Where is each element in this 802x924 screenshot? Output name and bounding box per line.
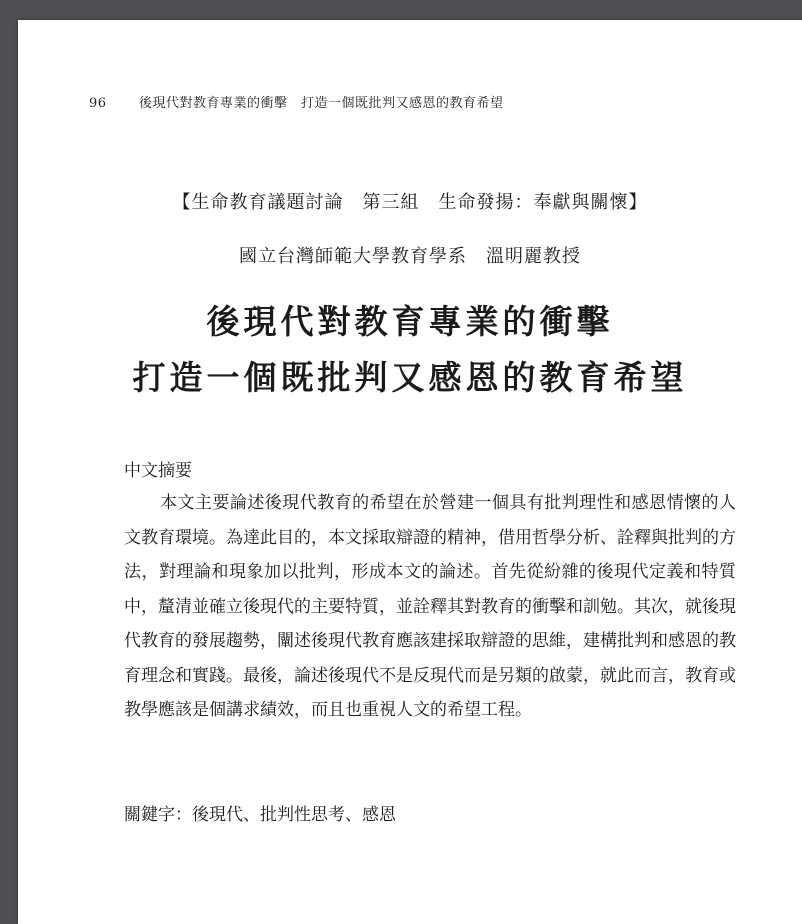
paper-title-line-1: 後現代對教育專業的衝擊 <box>206 302 614 341</box>
running-header <box>89 92 504 111</box>
document-page[interactable] <box>18 20 802 924</box>
session-title: 【生命教育議題討論 第三組 生命發揚：奉獻與關懷】 <box>172 192 648 213</box>
paper-title-line-2: 打造一個既批判又感恩的教育希望 <box>132 358 688 397</box>
abstract-heading: 中文摘要 <box>124 461 192 481</box>
keywords: 關鍵字：後現代、批判性思考、感恩 <box>124 805 396 825</box>
running-title: 後現代對教育專業的衝擊 打造一個既批判又感恩的教育希望 <box>139 96 504 111</box>
page-number: 96 <box>89 96 107 111</box>
abstract-body: 本文主要論述後現代教育的希望在於營建一個具有批判理性和感恩情懷的人文教育環境。為達此目的，本文採取辯證的精神，借用哲學分析、詮釋與批判的方法，對理論和現象加以批判，形成本文的論述。首先從紛雜的後現代定義和特質中，釐清並確立後現代的主要特質，並詮釋其對教育的衝擊和訓勉。其次，就後現代教育的發展趨勢，闡述後現代教育應該建採取辯證的思維，建構批判和感恩的教育理念和實踐。最後，論述後現代不是反現代而是另類的啟蒙，就此而言，教育或教學應該是個講求績效，而且也重視人文的希望工程。 <box>124 493 736 720</box>
author-line: 國立台灣師範大學教育學系 溫明麗教授 <box>239 246 581 267</box>
